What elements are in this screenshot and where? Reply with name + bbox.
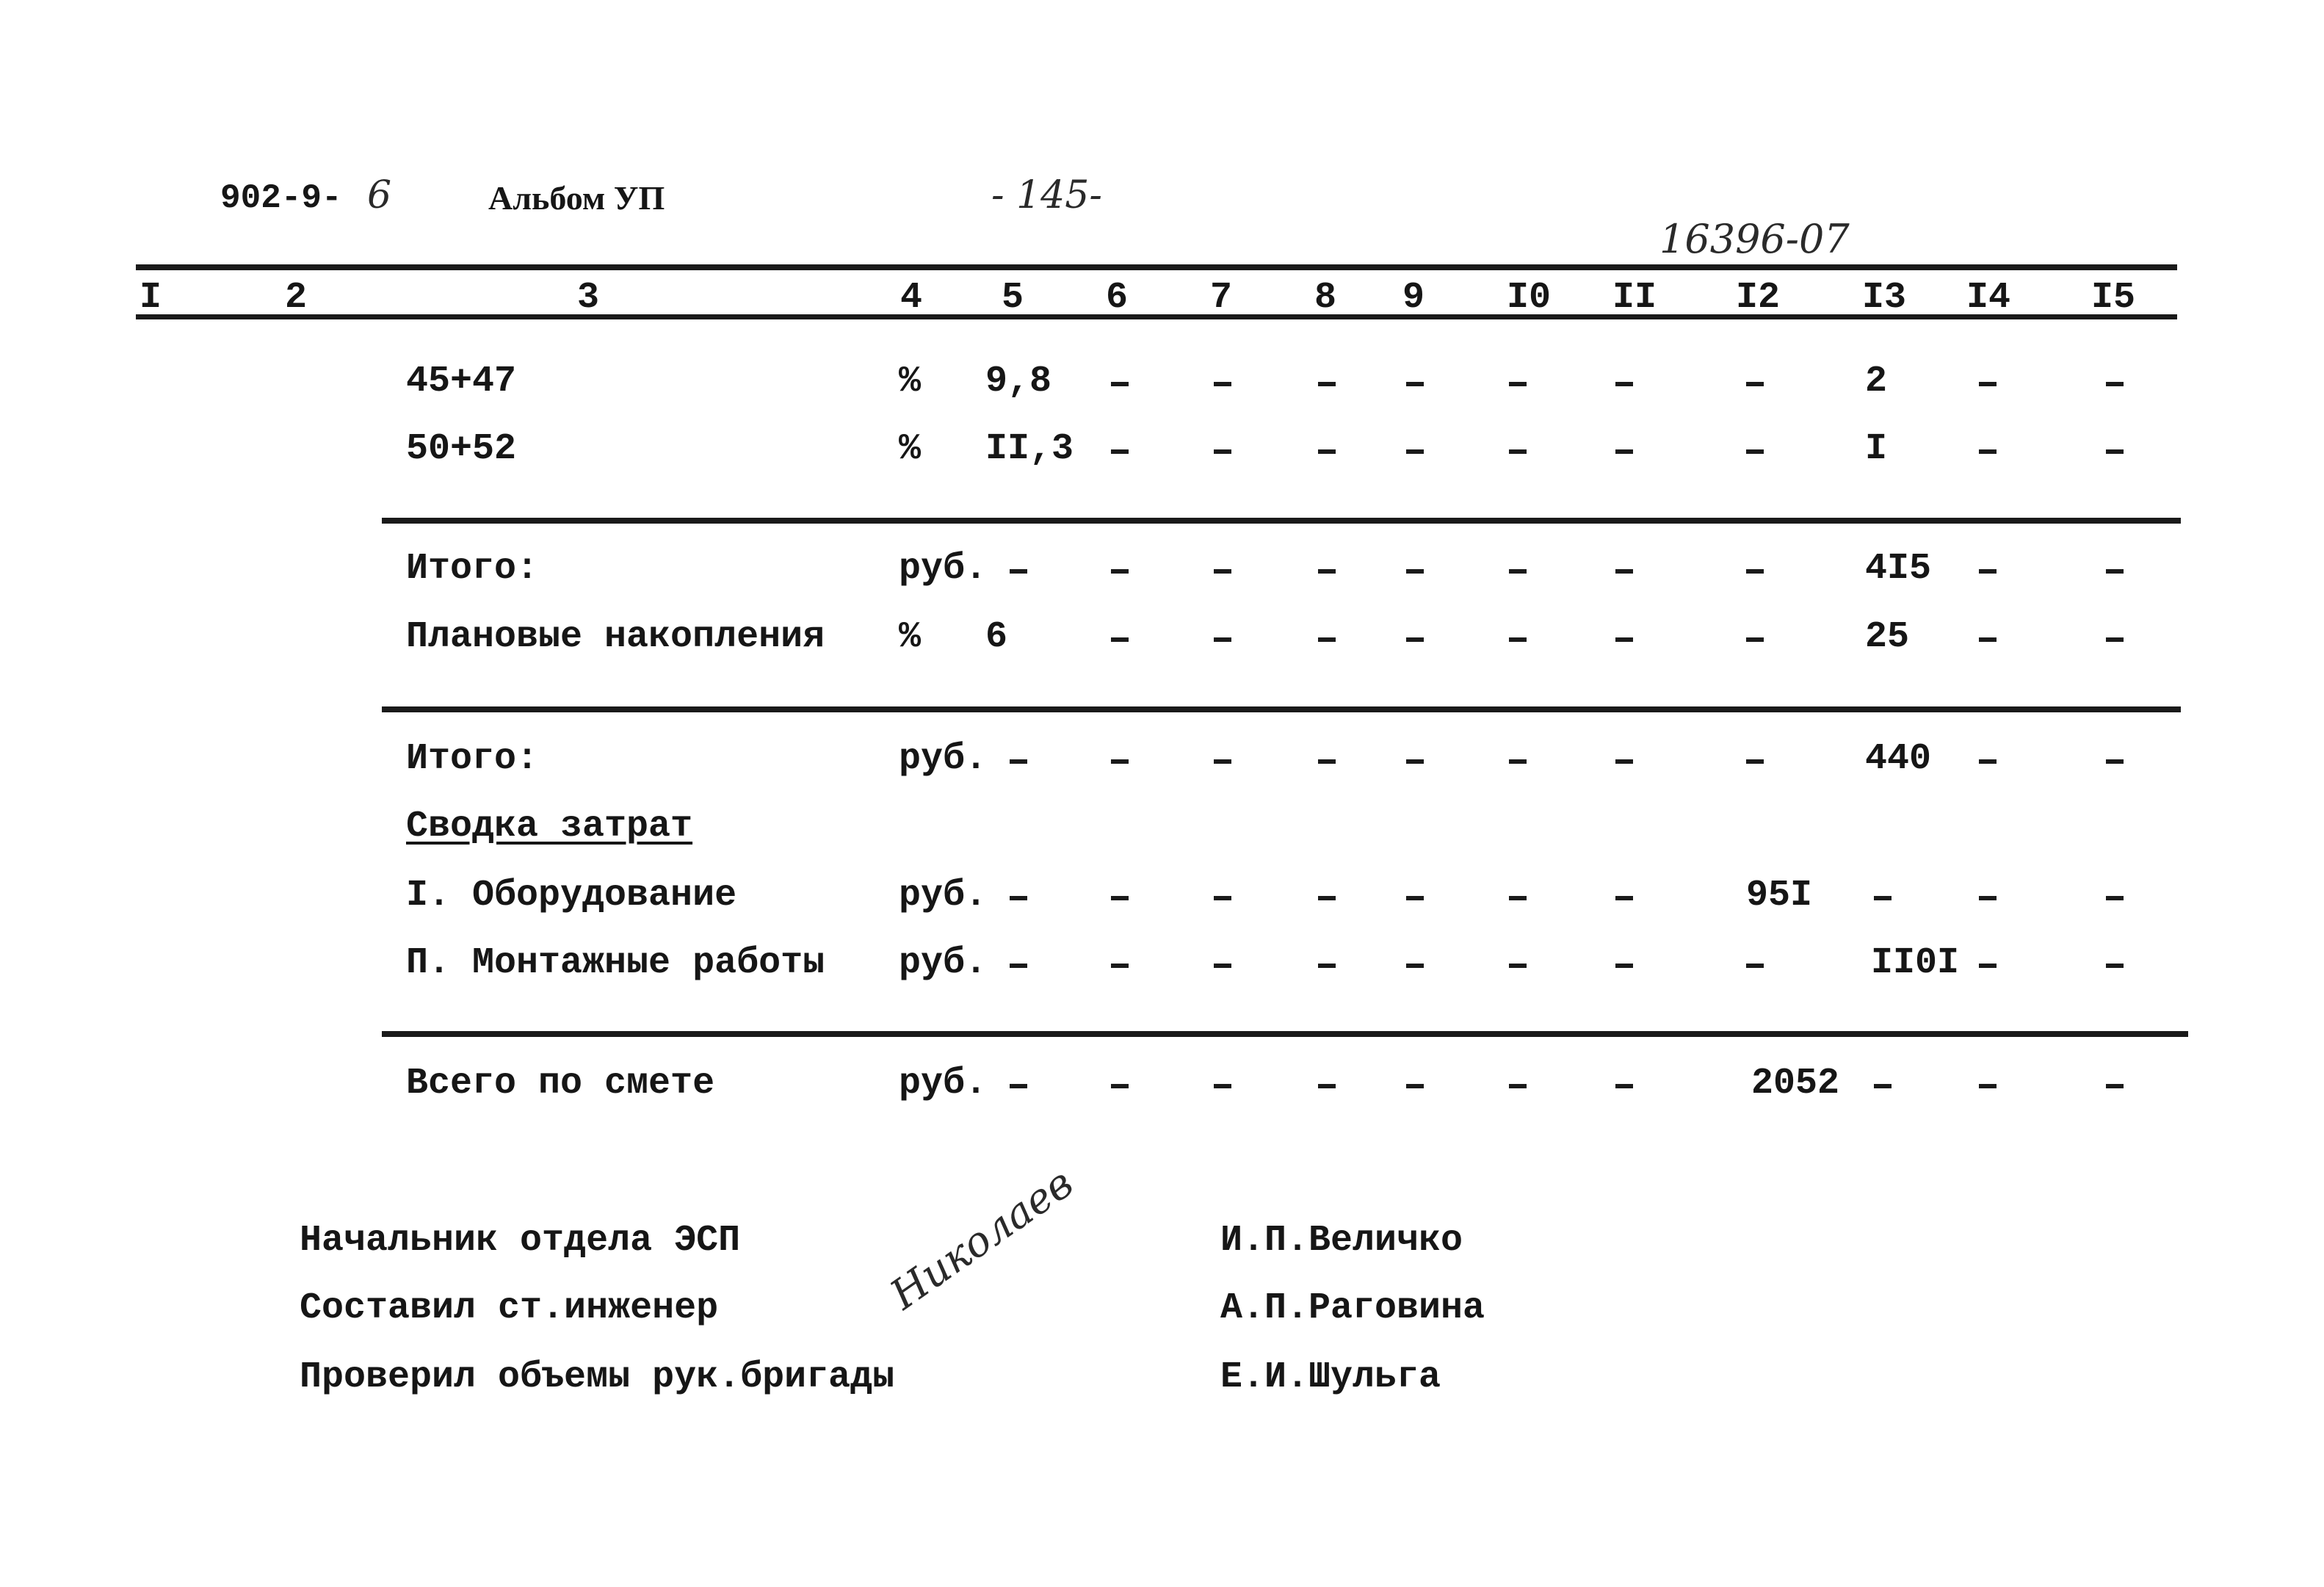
col-header-4: 4 bbox=[900, 277, 923, 319]
empty-cell-dash bbox=[1214, 449, 1231, 454]
empty-cell-dash bbox=[1214, 382, 1231, 386]
empty-cell-dash bbox=[1318, 449, 1336, 454]
empty-cell-dash bbox=[1406, 449, 1424, 454]
empty-cell-dash bbox=[2106, 637, 2124, 642]
section-heading: Сводка затрат bbox=[406, 806, 693, 847]
empty-cell-dash bbox=[1979, 896, 1997, 900]
empty-cell-dash bbox=[1509, 637, 1527, 642]
row-unit: руб. bbox=[899, 1063, 988, 1105]
empty-cell-dash bbox=[1406, 759, 1424, 764]
row-col5-value: II,3 bbox=[985, 428, 1074, 470]
signature-role: Составил ст.инженер bbox=[300, 1287, 719, 1329]
col-header-6: 6 bbox=[1106, 277, 1129, 319]
empty-cell-dash bbox=[1111, 382, 1129, 386]
col-header-8: 8 bbox=[1314, 277, 1337, 319]
empty-cell-dash bbox=[1979, 1084, 1997, 1088]
col-header-1: I bbox=[140, 277, 162, 319]
empty-cell-dash bbox=[1509, 1084, 1527, 1088]
empty-cell-dash bbox=[1406, 1084, 1424, 1088]
empty-cell-dash bbox=[1214, 964, 1231, 968]
empty-cell-dash bbox=[1509, 569, 1527, 574]
empty-cell-dash bbox=[1874, 1084, 1892, 1088]
row-unit: руб. bbox=[899, 942, 988, 984]
empty-cell-dash bbox=[1509, 382, 1527, 386]
signature-name: А.П.Раговина bbox=[1220, 1287, 1485, 1329]
empty-cell-dash bbox=[1746, 759, 1764, 764]
empty-cell-dash bbox=[1979, 569, 1997, 574]
empty-cell-dash bbox=[1509, 449, 1527, 454]
page-number: - 145- bbox=[991, 173, 1102, 217]
empty-cell-dash bbox=[1111, 896, 1129, 900]
inventory-number: 16396-07 bbox=[1659, 216, 1850, 262]
row-name: 50+52 bbox=[406, 428, 517, 470]
empty-cell-dash bbox=[2106, 382, 2124, 386]
signature-role: Начальник отдела ЭСП bbox=[300, 1220, 741, 1262]
empty-cell-dash bbox=[1615, 896, 1633, 900]
row-col12-value: 95I bbox=[1746, 875, 1813, 917]
empty-cell-dash bbox=[1111, 964, 1129, 968]
row-col13-value: II0I bbox=[1871, 942, 1960, 984]
row-unit: % bbox=[899, 616, 922, 658]
row-col13-value: 25 bbox=[1865, 616, 1910, 658]
empty-cell-dash bbox=[1214, 759, 1231, 764]
empty-cell-dash bbox=[1615, 1084, 1633, 1088]
row-unit: руб. bbox=[899, 548, 988, 590]
signature-role: Проверил объемы рук.бригады bbox=[300, 1356, 895, 1398]
subtotal-rule-2 bbox=[382, 706, 2181, 712]
col-header-11: II bbox=[1612, 277, 1657, 319]
empty-cell-dash bbox=[1406, 896, 1424, 900]
row-name: 45+47 bbox=[406, 361, 517, 402]
empty-cell-dash bbox=[1746, 569, 1764, 574]
empty-cell-dash bbox=[1615, 382, 1633, 386]
empty-cell-dash bbox=[1615, 637, 1633, 642]
empty-cell-dash bbox=[1318, 1084, 1336, 1088]
col-header-9: 9 bbox=[1402, 277, 1425, 319]
empty-cell-dash bbox=[1111, 449, 1129, 454]
empty-cell-dash bbox=[2106, 449, 2124, 454]
empty-cell-dash bbox=[1318, 896, 1336, 900]
col-header-5: 5 bbox=[1002, 277, 1024, 319]
row-col5-value: 6 bbox=[985, 616, 1008, 658]
handwritten-signature: Николаев bbox=[882, 1159, 1082, 1320]
album-label: Альбом УП bbox=[488, 179, 665, 217]
empty-cell-dash bbox=[1318, 382, 1336, 386]
empty-cell-dash bbox=[1979, 449, 1997, 454]
empty-cell-dash bbox=[1010, 896, 1027, 900]
col-header-15: I5 bbox=[2091, 277, 2136, 319]
empty-cell-dash bbox=[1979, 382, 1997, 386]
empty-cell-dash bbox=[1111, 637, 1129, 642]
row-unit: руб. bbox=[899, 875, 988, 917]
empty-cell-dash bbox=[1746, 449, 1764, 454]
empty-cell-dash bbox=[1214, 637, 1231, 642]
document-code: 902-9- bbox=[220, 179, 342, 217]
signature-name: И.П.Величко bbox=[1220, 1220, 1463, 1262]
empty-cell-dash bbox=[1509, 759, 1527, 764]
empty-cell-dash bbox=[1615, 964, 1633, 968]
col-header-12: I2 bbox=[1736, 277, 1781, 319]
empty-cell-dash bbox=[1615, 569, 1633, 574]
row-unit: % bbox=[899, 361, 922, 402]
empty-cell-dash bbox=[1010, 759, 1027, 764]
empty-cell-dash bbox=[2106, 569, 2124, 574]
empty-cell-dash bbox=[1318, 637, 1336, 642]
empty-cell-dash bbox=[1979, 964, 1997, 968]
empty-cell-dash bbox=[1318, 759, 1336, 764]
empty-cell-dash bbox=[1509, 964, 1527, 968]
empty-cell-dash bbox=[1615, 449, 1633, 454]
empty-cell-dash bbox=[1979, 759, 1997, 764]
empty-cell-dash bbox=[1406, 637, 1424, 642]
empty-cell-dash bbox=[1406, 964, 1424, 968]
row-col13-value: 440 bbox=[1865, 738, 1932, 780]
empty-cell-dash bbox=[1746, 382, 1764, 386]
row-name: П. Монтажные работы bbox=[406, 942, 825, 984]
empty-cell-dash bbox=[1111, 759, 1129, 764]
empty-cell-dash bbox=[2106, 759, 2124, 764]
col-header-13: I3 bbox=[1862, 277, 1907, 319]
empty-cell-dash bbox=[1111, 569, 1129, 574]
col-header-3: 3 bbox=[577, 277, 600, 319]
total-rule bbox=[382, 1031, 2188, 1037]
row-name: Итого: bbox=[406, 738, 539, 780]
signature-name: Е.И.Шульга bbox=[1220, 1356, 1441, 1398]
empty-cell-dash bbox=[1111, 1084, 1129, 1088]
row-unit: % bbox=[899, 428, 922, 470]
empty-cell-dash bbox=[1615, 759, 1633, 764]
row-name: Всего по смете bbox=[406, 1063, 715, 1105]
col-header-10: I0 bbox=[1507, 277, 1552, 319]
empty-cell-dash bbox=[1010, 569, 1027, 574]
row-col12-value: 2052 bbox=[1751, 1063, 1840, 1105]
row-name: Итого: bbox=[406, 548, 539, 590]
empty-cell-dash bbox=[1406, 569, 1424, 574]
empty-cell-dash bbox=[1010, 1084, 1027, 1088]
row-unit: руб. bbox=[899, 738, 988, 780]
col-header-14: I4 bbox=[1966, 277, 2011, 319]
table-top-rule bbox=[136, 264, 2177, 270]
empty-cell-dash bbox=[1874, 896, 1892, 900]
row-name: I. Оборудование bbox=[406, 875, 737, 917]
subtotal-rule-1 bbox=[382, 518, 2181, 524]
row-col13-value: 2 bbox=[1865, 361, 1888, 402]
row-col5-value: 9,8 bbox=[985, 361, 1052, 402]
document-code-handwritten: 6 bbox=[367, 173, 392, 217]
empty-cell-dash bbox=[2106, 1084, 2124, 1088]
empty-cell-dash bbox=[2106, 896, 2124, 900]
empty-cell-dash bbox=[1746, 964, 1764, 968]
empty-cell-dash bbox=[2106, 964, 2124, 968]
row-col13-value: 4I5 bbox=[1865, 548, 1932, 590]
empty-cell-dash bbox=[1214, 1084, 1231, 1088]
empty-cell-dash bbox=[1318, 964, 1336, 968]
empty-cell-dash bbox=[1214, 569, 1231, 574]
empty-cell-dash bbox=[1214, 896, 1231, 900]
col-header-2: 2 bbox=[285, 277, 308, 319]
empty-cell-dash bbox=[1746, 637, 1764, 642]
empty-cell-dash bbox=[1406, 382, 1424, 386]
empty-cell-dash bbox=[1318, 569, 1336, 574]
empty-cell-dash bbox=[1979, 637, 1997, 642]
empty-cell-dash bbox=[1509, 896, 1527, 900]
row-col13-value: I bbox=[1865, 428, 1888, 470]
row-name: Плановые накопления bbox=[406, 616, 825, 658]
col-header-7: 7 bbox=[1210, 277, 1233, 319]
empty-cell-dash bbox=[1010, 964, 1027, 968]
